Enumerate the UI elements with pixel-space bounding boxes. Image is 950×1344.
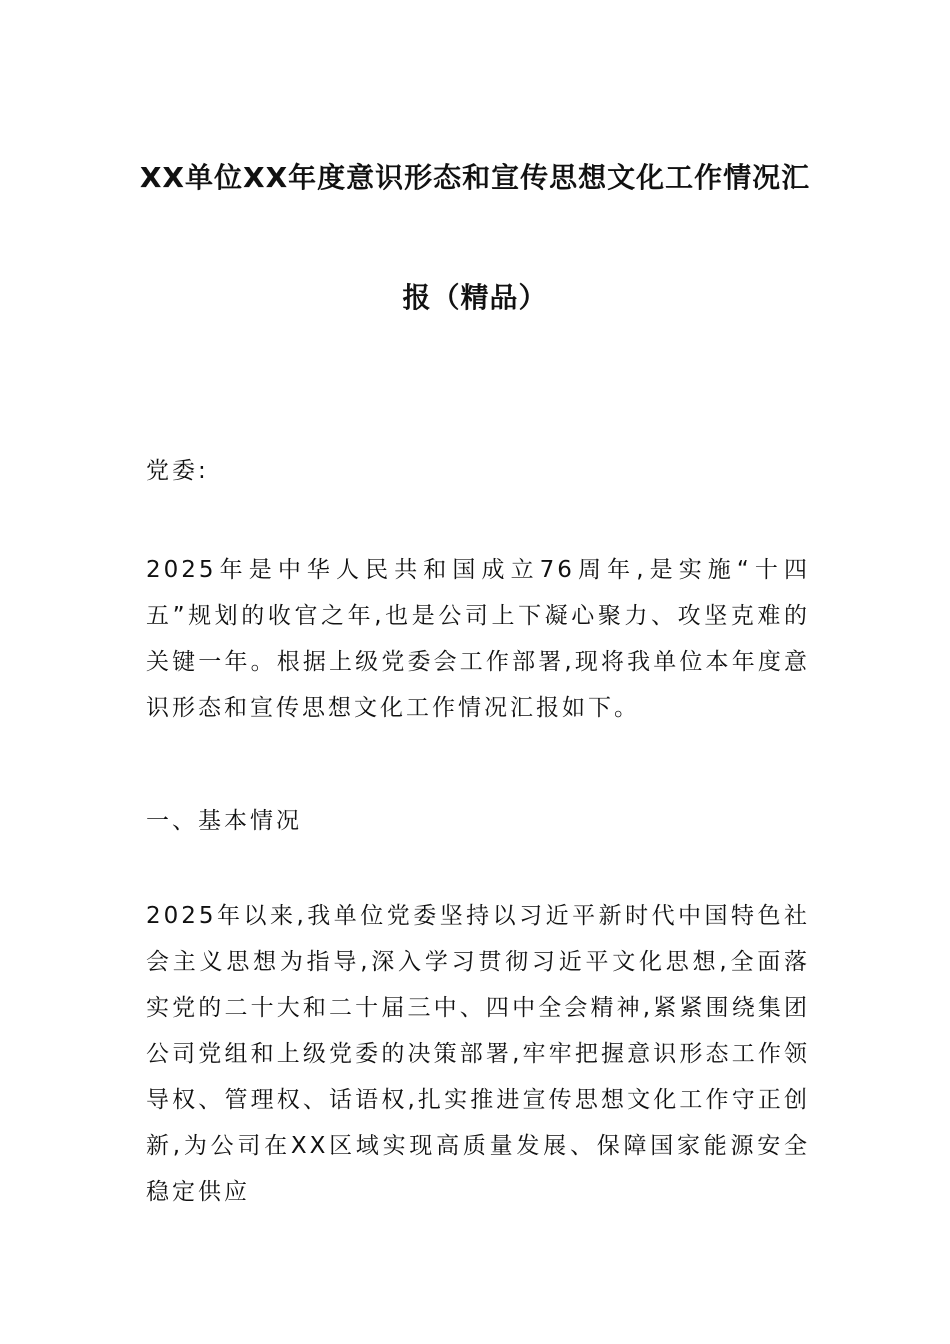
section-heading-basic-situation: 一、基本情况 [146,808,302,834]
document-title-line-2: 报（精品） [402,281,548,314]
document-title-line-1: XX单位XX年度意识形态和宣传思想文化工作情况汇 [139,161,811,194]
section-body-paragraph: 2025年以来,我单位党委坚持以习近平新时代中国特色社会主义思想为指导,深入学习贯彻习近平文化思想,全面落实党的二十大和二十届三中、四中全会精神,紧紧围绕集团公司党组和上级党委的决策部署,牢牢把握意识形态工作领导权、管理权、话语权,扎实推进宣传思想文化工作守正创新,为公司在XX区域实现高质量发展、保障国家能源安全稳定供应 [146,903,810,1205]
intro-paragraph: 2025年是中华人民共和国成立76周年,是实施“十四五”规划的收官之年,也是公司上下凝心聚力、攻坚克难的关键一年。根据上级党委会工作部署,现将我单位本年度意识形态和宣传思想文化工作情况汇报如下。 [146,557,810,721]
salutation: 党委: [146,458,209,484]
